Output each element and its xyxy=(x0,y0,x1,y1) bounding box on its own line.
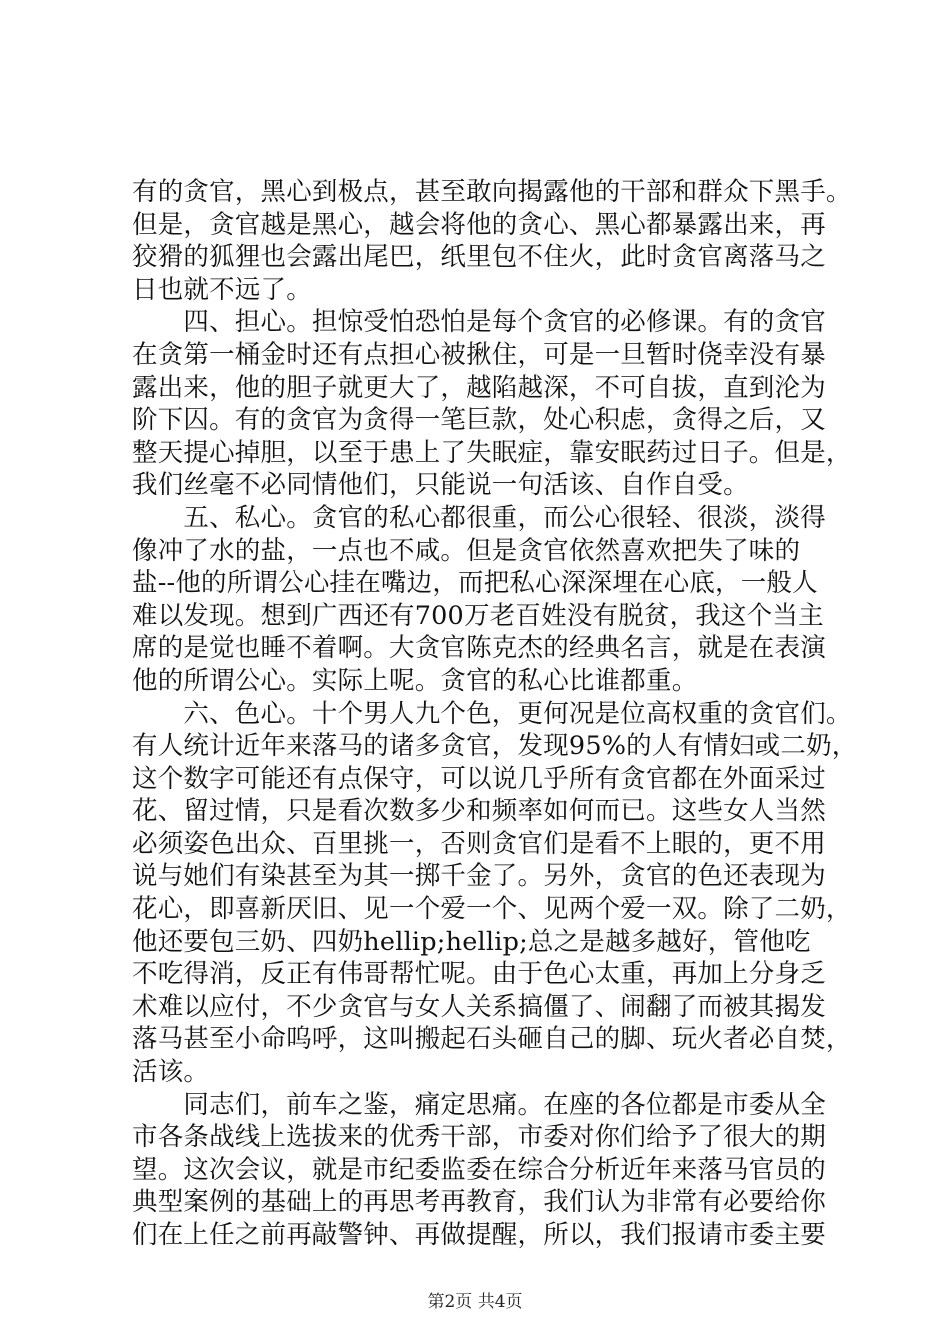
text-line: 不吃得消，反正有伟哥帮忙呢。由于色心太重，再加上分身乏 xyxy=(132,959,826,990)
text-line: 五、私心。贪官的私心都很重，而公心很轻、很淡，淡得 xyxy=(132,502,826,533)
text-line: 露出来，他的胆子就更大了，越陷越深，不可自拔，直到沦为 xyxy=(132,372,826,403)
text-line: 花心，即喜新厌旧、见一个爱一个、见两个爱一双。除了二奶， xyxy=(132,894,852,925)
text-line: 这个数字可能还有点保守，可以说几乎所有贪官都在外面采过 xyxy=(132,763,826,794)
text-line: 同志们，前车之鉴，痛定思痛。在座的各位都是市委从全 xyxy=(132,1089,826,1120)
text-line: 典型案例的基础上的再思考再教育，我们认为非常有必要给你 xyxy=(132,1187,826,1218)
text-line: 狡猾的狐狸也会露出尾巴，纸里包不住火，此时贪官离落马之 xyxy=(132,242,826,273)
text-line: 难以发现。想到广西还有700万老百姓没有脱贫，我这个当主 xyxy=(132,600,824,631)
text-line: 有人统计近年来落马的诸多贪官，发现95%的人有情妇或二奶， xyxy=(132,731,858,762)
text-line: 他的所谓公心。实际上呢。贪官的私心比谁都重。 xyxy=(132,665,698,696)
text-line: 有的贪官，黑心到极点，甚至敢向揭露他的干部和群众下黑手。 xyxy=(132,177,852,207)
text-line: 市各条战线上选拔来的优秀干部，市委对你们给予了很大的期 xyxy=(132,1122,826,1153)
text-line: 们在上任之前再敲警钟、再做提醒，所以，我们报请市委主要 xyxy=(132,1220,826,1250)
text-line: 落马甚至小命呜呼，这叫搬起石头砸自己的脚、玩火者必自焚， xyxy=(132,1024,852,1055)
text-line: 阶下囚。有的贪官为贪得一笔巨款，处心积虑，贪得之后，又 xyxy=(132,405,826,436)
text-line: 我们丝毫不必同情他们，只能说一句活该、自作自受。 xyxy=(132,470,749,501)
text-line: 盐--他的所谓公心挂在嘴边，而把私心深深埋在心底，一般人 xyxy=(132,568,818,599)
text-line: 说与她们有染甚至为其一掷千金了。另外，贪官的色还表现为 xyxy=(132,861,826,892)
text-line: 他还要包三奶、四奶hellip;hellip;总之是越多越好，管他吃 xyxy=(132,926,811,957)
text-line: 望。这次会议，就是市纪委监委在综合分析近年来落马官员的 xyxy=(132,1154,826,1185)
text-line: 整天提心掉胆，以至于患上了失眠症，靠安眠药过日子。但是， xyxy=(132,437,852,468)
text-line: 花、留过情，只是看次数多少和频率如何而已。这些女人当然 xyxy=(132,796,826,827)
document-body xyxy=(132,176,858,1252)
text-line: 必须姿色出众、百里挑一，否则贪官们是看不上眼的，更不用 xyxy=(132,828,826,859)
text-line: 像冲了水的盐，一点也不咸。但是贪官依然喜欢把失了味的 xyxy=(132,535,801,566)
text-line: 六、色心。十个男人九个色，更何况是位高权重的贪官们。 xyxy=(132,698,852,729)
text-line: 但是，贪官越是黑心，越会将他的贪心、黑心都暴露出来，再 xyxy=(132,209,826,240)
page-footer: 第2页 共4页 xyxy=(427,1292,523,1312)
text-line: 术难以应付，不少贪官与女人关系搞僵了、闹翻了而被其揭发 xyxy=(132,991,826,1022)
text-line: 日也就不远了。 xyxy=(132,274,312,305)
text-line: 席的是觉也睡不着啊。大贪官陈克杰的经典名言，就是在表演 xyxy=(132,633,826,664)
text-line: 在贪第一桶金时还有点担心被揪住，可是一旦暂时侥幸没有暴 xyxy=(132,339,826,370)
text-line: 活该。 xyxy=(132,1057,210,1088)
text-line: 四、担心。担惊受怕恐怕是每个贪官的必修课。有的贪官 xyxy=(132,307,826,338)
